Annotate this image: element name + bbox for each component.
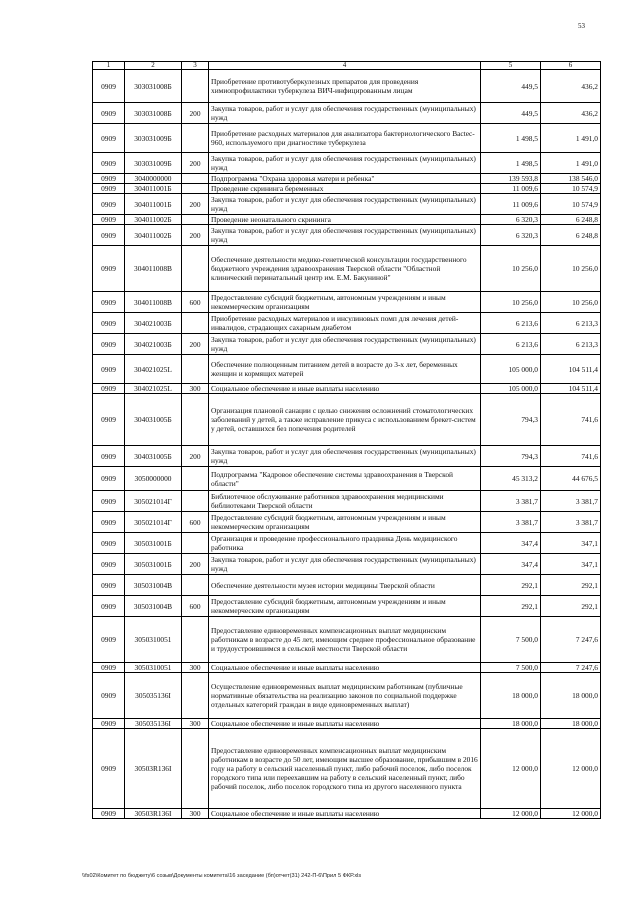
table-row [93, 334, 601, 355]
executed-amount-cell: 3 381,7 [541, 512, 601, 533]
target-article-cell: 304021025L [125, 384, 182, 394]
section-code-cell: 0909 [93, 446, 125, 467]
target-article-cell: 30503R136I [125, 729, 182, 809]
planned-amount-cell: 292,1 [481, 596, 541, 617]
expense-type-cell [182, 313, 209, 334]
table-row [93, 491, 601, 512]
column-number-header-row [93, 62, 601, 70]
executed-amount-cell: 1 491,0 [541, 153, 601, 174]
planned-amount-cell: 139 593,8 [481, 174, 541, 184]
planned-amount-cell: 105 000,0 [481, 355, 541, 384]
executed-amount-cell: 10 256,0 [541, 246, 601, 292]
executed-amount-cell: 18 000,0 [541, 673, 601, 719]
table-row [93, 809, 601, 819]
table-row [93, 225, 601, 246]
description-cell: Обеспечение деятельности музея истории медицины Тверской области [209, 575, 481, 596]
description-cell: Приобретение расходных материалов и инсулиновых помп для лечения детей-инвалидов, страдающих сахарным диабетом [209, 313, 481, 334]
executed-amount-cell: 347,1 [541, 554, 601, 575]
table-row [93, 554, 601, 575]
target-article-cell: 30503R136I [125, 809, 182, 819]
section-code-cell: 0909 [93, 194, 125, 215]
section-code-cell: 0909 [93, 334, 125, 355]
section-code-cell: 0909 [93, 533, 125, 554]
table-row [93, 719, 601, 729]
target-article-cell: 305031004В [125, 596, 182, 617]
description-cell: Закупка товаров, работ и услуг для обеспечения государственных (муниципальных) нужд [209, 225, 481, 246]
column-header: 2 [125, 62, 182, 70]
description-cell: Социальное обеспечение и иные выплаты населению [209, 809, 481, 819]
description-cell: Организация плановой санации с целью снижения осложнений стоматологических заболеваний у детей, а также исправление прикуса с использованием брекет-систем у детей, оставшихся без попечения родителей [209, 394, 481, 446]
target-article-cell: 305021014Г [125, 512, 182, 533]
description-cell: Предоставление субсидий бюджетным, автономным учреждениям и иным некоммерческим организациям [209, 292, 481, 313]
expense-type-cell [182, 355, 209, 384]
description-cell: Библиотечное обслуживание работников здравоохранения медицинскими библиотеками Тверской области [209, 491, 481, 512]
target-article-cell: 304011001Б [125, 184, 182, 194]
planned-amount-cell: 3 381,7 [481, 512, 541, 533]
planned-amount-cell: 10 256,0 [481, 246, 541, 292]
section-code-cell: 0909 [93, 174, 125, 184]
expense-type-cell: 300 [182, 809, 209, 819]
section-code-cell: 0909 [93, 292, 125, 313]
section-code-cell: 0909 [93, 719, 125, 729]
description-cell: Обеспечение деятельности медико-генетической консультации государственного бюджетного учреждения здравоохранения Тверской области "Областной клинический перинатальный центр им. Е.М. Бакуниной" [209, 246, 481, 292]
table-row [93, 596, 601, 617]
section-code-cell: 0909 [93, 215, 125, 225]
planned-amount-cell: 347,4 [481, 533, 541, 554]
expense-type-cell [182, 533, 209, 554]
section-code-cell: 0909 [93, 673, 125, 719]
planned-amount-cell: 1 498,5 [481, 153, 541, 174]
table-row [93, 103, 601, 124]
executed-amount-cell: 7 247,6 [541, 617, 601, 663]
target-article-cell: 305021014Г [125, 491, 182, 512]
file-path-footer: \\fs02\Комитет по бюджету\6 созыв\Документы комитета\16 заседание (бп)отчет(31) 242-П-6\Прил 5 ФКР.xls [82, 873, 362, 879]
section-code-cell: 0909 [93, 70, 125, 103]
expense-type-cell: 200 [182, 225, 209, 246]
planned-amount-cell: 1 498,5 [481, 124, 541, 153]
column-header: 5 [481, 62, 541, 70]
description-cell: Предоставление субсидий бюджетным, автономным учреждениям и иным некоммерческим организациям [209, 596, 481, 617]
description-cell: Социальное обеспечение и иные выплаты населению [209, 384, 481, 394]
planned-amount-cell: 105 000,0 [481, 384, 541, 394]
description-cell: Предоставление единовременных компенсационных выплат медицинским работникам в возрасте до 45 лет, имеющим среднее профессиональное образование и трудоустроившимся в сельской местности Тверской области [209, 617, 481, 663]
section-code-cell: 0909 [93, 394, 125, 446]
planned-amount-cell: 6 213,6 [481, 313, 541, 334]
description-cell: Закупка товаров, работ и услуг для обеспечения государственных (муниципальных) нужд [209, 446, 481, 467]
expense-type-cell [182, 124, 209, 153]
executed-amount-cell: 347,1 [541, 533, 601, 554]
executed-amount-cell: 436,2 [541, 103, 601, 124]
executed-amount-cell: 6 248,8 [541, 215, 601, 225]
table-row [93, 124, 601, 153]
description-cell: Осуществление единовременных выплат медицинским работникам (публичные нормативные обязательства на реализацию законов по социальной поддержке отдельных категорий граждан в виде единовременных выплат) [209, 673, 481, 719]
target-article-cell: 304031005Б [125, 446, 182, 467]
table-row [93, 467, 601, 491]
table-row [93, 174, 601, 184]
expense-type-cell: 600 [182, 596, 209, 617]
planned-amount-cell: 10 256,0 [481, 292, 541, 313]
table-row [93, 663, 601, 673]
column-header: 3 [182, 62, 209, 70]
expense-type-cell [182, 673, 209, 719]
section-code-cell: 0909 [93, 384, 125, 394]
executed-amount-cell: 292,1 [541, 575, 601, 596]
description-cell: Предоставление субсидий бюджетным, автономным учреждениям и иным некоммерческим организациям [209, 512, 481, 533]
executed-amount-cell: 6 248,8 [541, 225, 601, 246]
section-code-cell: 0909 [93, 617, 125, 663]
target-article-cell: 305031001Б [125, 533, 182, 554]
expense-type-cell [182, 215, 209, 225]
expense-type-cell: 200 [182, 334, 209, 355]
planned-amount-cell: 6 213,6 [481, 334, 541, 355]
target-article-cell: 304031005Б [125, 394, 182, 446]
section-code-cell: 0909 [93, 103, 125, 124]
section-code-cell: 0909 [93, 663, 125, 673]
section-code-cell: 0909 [93, 809, 125, 819]
description-cell: Подпрограмма "Кадровое обеспечение системы здравоохранения в Тверской области" [209, 467, 481, 491]
description-cell: Приобретение противотуберкулезных препаратов для проведения химиопрофилактики туберкулеза ВИЧ-инфицированным лицам [209, 70, 481, 103]
target-article-cell: 3050000000 [125, 467, 182, 491]
target-article-cell: 304021003Б [125, 334, 182, 355]
target-article-cell: 305035136I [125, 673, 182, 719]
section-code-cell: 0909 [93, 225, 125, 246]
column-header: 4 [209, 62, 481, 70]
expense-type-cell: 300 [182, 719, 209, 729]
description-cell: Закупка товаров, работ и услуг для обеспечения государственных (муниципальных) нужд [209, 153, 481, 174]
table-row [93, 533, 601, 554]
executed-amount-cell: 7 247,6 [541, 663, 601, 673]
section-code-cell: 0909 [93, 575, 125, 596]
executed-amount-cell: 18 000,0 [541, 719, 601, 729]
executed-amount-cell: 12 000,0 [541, 729, 601, 809]
section-code-cell: 0909 [93, 512, 125, 533]
executed-amount-cell: 10 574,9 [541, 194, 601, 215]
expense-type-cell [182, 184, 209, 194]
target-article-cell: 303031008Б [125, 70, 182, 103]
target-article-cell: 304021003Б [125, 313, 182, 334]
table-row [93, 512, 601, 533]
planned-amount-cell: 7 500,0 [481, 617, 541, 663]
budget-table [92, 61, 601, 819]
expense-type-cell: 600 [182, 512, 209, 533]
description-cell: Приобретение расходных материалов для анализатора бактериологического Bactec-960, используемого при диагностике туберкулеза [209, 124, 481, 153]
description-cell: Закупка товаров, работ и услуг для обеспечения государственных (муниципальных) нужд [209, 194, 481, 215]
target-article-cell: 305035136I [125, 719, 182, 729]
executed-amount-cell: 741,6 [541, 446, 601, 467]
planned-amount-cell: 347,4 [481, 554, 541, 575]
planned-amount-cell: 794,3 [481, 446, 541, 467]
table-row [93, 729, 601, 809]
target-article-cell: 303031008Б [125, 103, 182, 124]
target-article-cell: 304021025L [125, 355, 182, 384]
table-row [93, 153, 601, 174]
section-code-cell: 0909 [93, 467, 125, 491]
expense-type-cell: 200 [182, 446, 209, 467]
executed-amount-cell: 6 213,3 [541, 313, 601, 334]
description-cell: Закупка товаров, работ и услуг для обеспечения государственных (муниципальных) нужд [209, 334, 481, 355]
planned-amount-cell: 11 009,6 [481, 194, 541, 215]
section-code-cell: 0909 [93, 153, 125, 174]
expense-type-cell: 200 [182, 194, 209, 215]
target-article-cell: 304011002Б [125, 225, 182, 246]
description-cell: Социальное обеспечение и иные выплаты населению [209, 719, 481, 729]
target-article-cell: 303031009Б [125, 124, 182, 153]
planned-amount-cell: 12 000,0 [481, 729, 541, 809]
expense-type-cell: 200 [182, 103, 209, 124]
section-code-cell: 0909 [93, 124, 125, 153]
table-row [93, 355, 601, 384]
expense-type-cell: 600 [182, 292, 209, 313]
table-row [93, 617, 601, 663]
planned-amount-cell: 449,5 [481, 103, 541, 124]
table-row [93, 246, 601, 292]
column-header: 6 [541, 62, 601, 70]
table-row [93, 70, 601, 103]
expense-type-cell [182, 246, 209, 292]
executed-amount-cell: 292,1 [541, 596, 601, 617]
target-article-cell: 3050310051 [125, 617, 182, 663]
target-article-cell: 304011008В [125, 246, 182, 292]
description-cell: Предоставление единовременных компенсационных выплат медицинским работникам в возрасте до 50 лет, имеющим высшее образование, прибывшим в 2016 году на работу в сельский населенный пункт, либо рабочий поселок, либо поселок городского типа или переехавшим на работу в сельский населенный пункт, либо рабочий поселок, либо поселок городского типа из другого населенного пункта [209, 729, 481, 809]
target-article-cell: 305031001Б [125, 554, 182, 575]
section-code-cell: 0909 [93, 246, 125, 292]
description-cell: Подпрограмма "Охрана здоровья матери и ребенка" [209, 174, 481, 184]
table-row [93, 292, 601, 313]
planned-amount-cell: 45 313,2 [481, 467, 541, 491]
expense-type-cell [182, 729, 209, 809]
description-cell: Социальное обеспечение и иные выплаты населению [209, 663, 481, 673]
planned-amount-cell: 6 320,3 [481, 225, 541, 246]
executed-amount-cell: 3 381,7 [541, 491, 601, 512]
expense-type-cell [182, 394, 209, 446]
table-row [93, 194, 601, 215]
planned-amount-cell: 11 009,6 [481, 184, 541, 194]
section-code-cell: 0909 [93, 491, 125, 512]
executed-amount-cell: 12 000,0 [541, 809, 601, 819]
executed-amount-cell: 6 213,3 [541, 334, 601, 355]
target-article-cell: 3050310051 [125, 663, 182, 673]
expense-type-cell [182, 575, 209, 596]
section-code-cell: 0909 [93, 596, 125, 617]
column-header: 1 [93, 62, 125, 70]
description-cell: Проведение скрининга беременных [209, 184, 481, 194]
planned-amount-cell: 6 320,3 [481, 215, 541, 225]
target-article-cell: 304011008В [125, 292, 182, 313]
planned-amount-cell: 3 381,7 [481, 491, 541, 512]
table-row [93, 215, 601, 225]
executed-amount-cell: 436,2 [541, 70, 601, 103]
page-number: 53 [578, 22, 585, 30]
expense-type-cell [182, 491, 209, 512]
expense-type-cell: 300 [182, 384, 209, 394]
description-cell: Закупка товаров, работ и услуг для обеспечения государственных (муниципальных) нужд [209, 103, 481, 124]
table-row [93, 313, 601, 334]
planned-amount-cell: 12 000,0 [481, 809, 541, 819]
section-code-cell: 0909 [93, 355, 125, 384]
section-code-cell: 0909 [93, 184, 125, 194]
executed-amount-cell: 104 511,4 [541, 384, 601, 394]
target-article-cell: 303031009Б [125, 153, 182, 174]
description-cell: Обеспечение полноценным питанием детей в возрасте до 3-х лет, беременных женщин и кормящих матерей [209, 355, 481, 384]
section-code-cell: 0909 [93, 554, 125, 575]
expense-type-cell: 300 [182, 663, 209, 673]
executed-amount-cell: 741,6 [541, 394, 601, 446]
target-article-cell: 304011001Б [125, 194, 182, 215]
section-code-cell: 0909 [93, 313, 125, 334]
expense-type-cell [182, 617, 209, 663]
expense-type-cell: 200 [182, 153, 209, 174]
planned-amount-cell: 292,1 [481, 575, 541, 596]
expense-type-cell [182, 174, 209, 184]
target-article-cell: 304011002Б [125, 215, 182, 225]
description-cell: Проведение неонатального скрининга [209, 215, 481, 225]
table-row [93, 673, 601, 719]
table-row [93, 384, 601, 394]
section-code-cell: 0909 [93, 729, 125, 809]
executed-amount-cell: 104 511,4 [541, 355, 601, 384]
planned-amount-cell: 7 500,0 [481, 663, 541, 673]
planned-amount-cell: 18 000,0 [481, 719, 541, 729]
planned-amount-cell: 18 000,0 [481, 673, 541, 719]
planned-amount-cell: 449,5 [481, 70, 541, 103]
description-cell: Организация и проведение профессионального праздника День медицинского работника [209, 533, 481, 554]
target-article-cell: 305031004В [125, 575, 182, 596]
expense-type-cell: 200 [182, 554, 209, 575]
executed-amount-cell: 10 256,0 [541, 292, 601, 313]
expense-type-cell [182, 70, 209, 103]
table-row [93, 575, 601, 596]
executed-amount-cell: 10 574,9 [541, 184, 601, 194]
planned-amount-cell: 794,3 [481, 394, 541, 446]
table-row [93, 184, 601, 194]
target-article-cell: 3040000000 [125, 174, 182, 184]
table-row [93, 394, 601, 446]
description-cell: Закупка товаров, работ и услуг для обеспечения государственных (муниципальных) нужд [209, 554, 481, 575]
executed-amount-cell: 44 676,5 [541, 467, 601, 491]
executed-amount-cell: 1 491,0 [541, 124, 601, 153]
executed-amount-cell: 138 546,0 [541, 174, 601, 184]
expense-type-cell [182, 467, 209, 491]
table-row [93, 446, 601, 467]
